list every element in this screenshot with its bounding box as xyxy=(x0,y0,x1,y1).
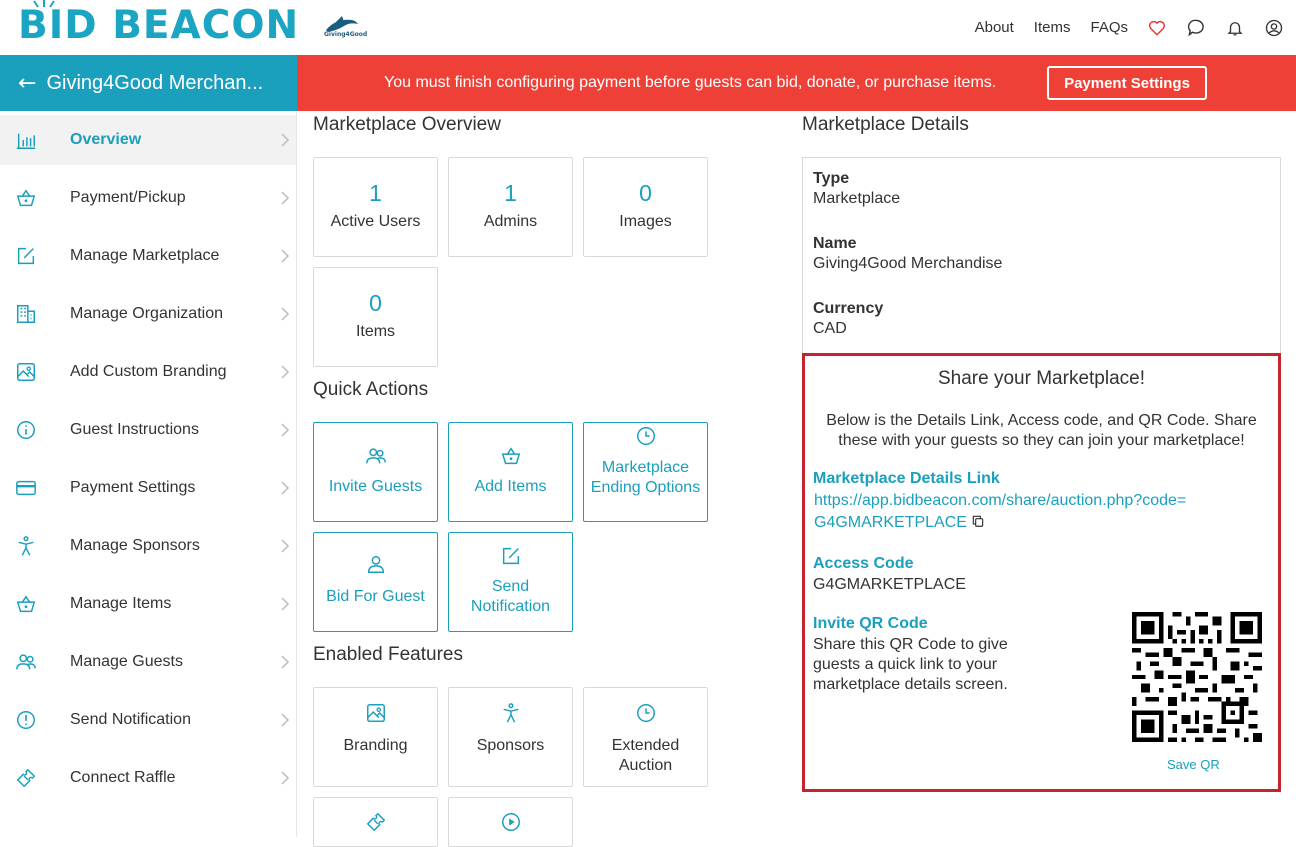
building-icon xyxy=(15,303,37,325)
sidebar-item-label: Guest Instructions xyxy=(70,421,199,438)
stat-items xyxy=(313,267,438,367)
enabled-features-title: Enabled Features xyxy=(313,644,463,665)
stat-active-users xyxy=(313,157,438,257)
feature-label: Sponsors xyxy=(476,737,545,754)
sidebar-item-connect-raffle[interactable] xyxy=(0,753,296,803)
chat-icon[interactable] xyxy=(1186,18,1206,38)
stat-value: 1 xyxy=(504,180,517,206)
users-icon xyxy=(15,651,37,673)
quick-action-label: Bid For Guest xyxy=(326,588,425,605)
add-items-button[interactable] xyxy=(448,422,573,522)
sidebar-item-send-notification[interactable] xyxy=(0,695,296,745)
payment-alert-banner xyxy=(297,55,1296,111)
giving4good-logo-text: Giving4Good xyxy=(324,31,368,38)
image-icon xyxy=(15,361,37,383)
access-code-label: Access Code xyxy=(813,555,914,572)
details-title: Marketplace Details xyxy=(802,114,969,135)
stat-label: Images xyxy=(619,213,672,230)
marketplace-ending-options-button[interactable] xyxy=(583,422,708,522)
sidebar-item-manage-marketplace[interactable] xyxy=(0,231,296,281)
top-nav xyxy=(955,0,1284,55)
account-icon[interactable] xyxy=(1264,18,1284,38)
feature-raffle[interactable] xyxy=(313,797,438,847)
basket-icon xyxy=(500,445,522,467)
sidebar-header[interactable] xyxy=(0,55,297,111)
sidebar-item-manage-organization[interactable] xyxy=(0,289,296,339)
stat-value: 1 xyxy=(369,180,382,206)
type-value: Marketplace xyxy=(813,190,901,207)
chevron-right-icon xyxy=(280,133,290,147)
quick-action-label: Invite Guests xyxy=(328,478,423,495)
quick-actions-title: Quick Actions xyxy=(313,379,429,400)
bid-for-guest-button[interactable] xyxy=(313,532,438,632)
heart-icon[interactable] xyxy=(1147,18,1167,38)
sidebar-item-label: Manage Organization xyxy=(70,305,223,322)
details-link[interactable] xyxy=(814,490,1194,534)
sidebar-item-label: Manage Guests xyxy=(70,653,183,670)
nav-faqs-link[interactable]: FAQs xyxy=(1090,19,1128,36)
user-icon xyxy=(365,553,387,575)
stat-value: 0 xyxy=(369,290,382,316)
share-heading: Share your Marketplace! xyxy=(938,368,1145,389)
edit-icon xyxy=(15,245,37,267)
share-description: Below is the Details Link, Access code, and QR Code. Share these with your guests so they can join your marketplace! xyxy=(826,412,1257,449)
clock-icon xyxy=(635,425,657,447)
feature-label: Extended Auction xyxy=(611,737,680,774)
save-qr-link[interactable]: Save QR xyxy=(1167,757,1220,772)
sidebar-item-manage-items[interactable] xyxy=(0,579,296,629)
card-icon xyxy=(15,477,37,499)
qr-code-image xyxy=(1132,612,1262,742)
chevron-right-icon xyxy=(280,481,290,495)
chevron-right-icon xyxy=(280,655,290,669)
chevron-right-icon xyxy=(280,249,290,263)
users-icon xyxy=(365,445,387,467)
copy-icon[interactable] xyxy=(971,514,985,528)
currency-value: CAD xyxy=(813,320,847,337)
person-icon xyxy=(15,535,37,557)
share-marketplace-panel xyxy=(802,353,1281,792)
chevron-right-icon xyxy=(280,597,290,611)
sidebar-item-label: Manage Items xyxy=(70,595,172,612)
currency-label: Currency xyxy=(813,300,884,317)
play-icon xyxy=(500,811,522,833)
bell-icon[interactable] xyxy=(1225,18,1245,38)
chevron-right-icon xyxy=(280,365,290,379)
basket-icon xyxy=(15,593,37,615)
quick-action-label: Add Items xyxy=(474,478,547,495)
invite-guests-button[interactable] xyxy=(313,422,438,522)
payment-settings-button[interactable]: Payment Settings xyxy=(1047,66,1207,100)
quick-action-label: Send Notification xyxy=(470,578,551,615)
info-icon xyxy=(15,419,37,441)
qr-code-label: Invite QR Code xyxy=(813,615,928,632)
details-link-text[interactable]: https://app.bidbeacon.com/share/auction.php?code=G4GMARKETPLACE xyxy=(814,492,1187,531)
name-value: Giving4Good Merchandise xyxy=(813,255,1003,272)
overview-title: Marketplace Overview xyxy=(313,114,501,135)
sidebar-item-label: Manage Sponsors xyxy=(70,537,200,554)
top-bar xyxy=(0,0,1296,55)
sidebar-nav xyxy=(0,111,297,837)
stat-admins xyxy=(448,157,573,257)
chevron-right-icon xyxy=(280,307,290,321)
marketplace-details-card xyxy=(802,157,1281,353)
alert-icon xyxy=(15,709,37,731)
sidebar-item-manage-guests[interactable] xyxy=(0,637,296,687)
stat-label: Admins xyxy=(483,213,538,230)
basket-icon xyxy=(15,187,37,209)
alert-message: You must finish configuring payment before guests can bid, donate, or purchase items. xyxy=(384,74,997,91)
chevron-right-icon xyxy=(280,191,290,205)
feature-sponsors[interactable] xyxy=(448,687,573,787)
sidebar-item-label: Connect Raffle xyxy=(70,769,176,786)
nav-items-link[interactable]: Items xyxy=(1033,19,1071,36)
sidebar-item-payment-pickup[interactable] xyxy=(0,173,296,223)
chevron-right-icon xyxy=(280,539,290,553)
feature-video[interactable] xyxy=(448,797,573,847)
sidebar-item-custom-branding[interactable] xyxy=(0,347,296,397)
chevron-right-icon xyxy=(280,423,290,437)
send-notification-button[interactable] xyxy=(448,532,573,632)
nav-about-link[interactable]: About xyxy=(974,19,1014,36)
sidebar-item-label: Overview xyxy=(70,131,142,148)
feature-label: Branding xyxy=(343,737,408,754)
stat-value: 0 xyxy=(639,180,652,206)
sidebar-item-payment-settings[interactable] xyxy=(0,463,296,513)
qr-code-description: Share this QR Code to give guests a quick link to your marketplace details screen. xyxy=(813,636,1008,693)
back-arrow-icon[interactable]: ← xyxy=(18,70,37,96)
sidebar-item-manage-sponsors[interactable] xyxy=(0,521,296,571)
feature-branding[interactable] xyxy=(313,687,438,787)
sidebar-item-label: Send Notification xyxy=(70,711,191,728)
ticket-icon xyxy=(15,767,37,789)
person-icon xyxy=(500,702,522,724)
marketplace-title: Giving4Good Merchan... xyxy=(46,71,264,94)
edit-icon xyxy=(500,545,522,567)
stat-label: Items xyxy=(355,323,396,340)
chevron-right-icon xyxy=(280,713,290,727)
sidebar-item-label: Manage Marketplace xyxy=(70,247,220,264)
name-label: Name xyxy=(813,235,857,252)
image-icon xyxy=(365,702,387,724)
ticket-icon xyxy=(365,811,387,833)
access-code-value: G4GMARKETPLACE xyxy=(813,576,966,593)
chevron-right-icon xyxy=(280,771,290,785)
chart-icon xyxy=(15,129,37,151)
clock-icon xyxy=(635,702,657,724)
bid-beacon-logo[interactable]: BID BEACON xyxy=(18,3,300,48)
quick-action-label: Marketplace Ending Options xyxy=(590,459,701,496)
stat-images xyxy=(583,157,708,257)
stat-label: Active Users xyxy=(330,213,421,230)
sidebar-item-label: Payment/Pickup xyxy=(70,189,186,206)
feature-extended-auction[interactable] xyxy=(583,687,708,787)
type-label: Type xyxy=(813,170,850,187)
sidebar-item-label: Add Custom Branding xyxy=(70,363,227,380)
details-link-label: Marketplace Details Link xyxy=(813,470,1000,487)
sidebar-item-guest-instructions[interactable] xyxy=(0,405,296,455)
sidebar-item-overview[interactable] xyxy=(0,115,296,165)
sidebar-item-label: Payment Settings xyxy=(70,479,196,496)
